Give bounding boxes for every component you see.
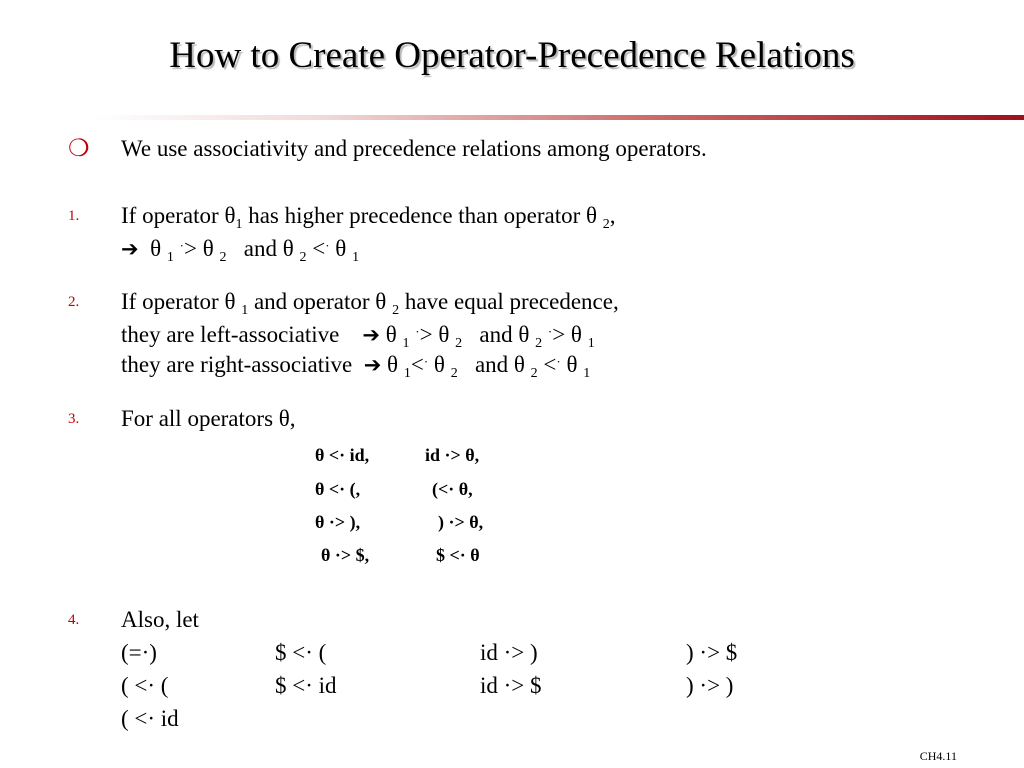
- right-arrow-icon: ➔: [363, 353, 382, 377]
- relation-4-1b: $ <· (: [275, 640, 327, 665]
- relation-3-2a: θ <· (,: [315, 479, 361, 499]
- right-arrow-icon: ➔: [362, 323, 380, 347]
- item-1-line-1: If operator $\theta_1$ has higher precedence than operator θ $_2$,: [121, 203, 616, 232]
- relation-4-1c: id ·> ): [480, 640, 538, 665]
- item-2-line-3: they are right-associative ➔ θ $_1$<· θ $_2$ and θ $_2$ <· θ $_1$: [121, 352, 591, 381]
- item-1-number: 1.: [68, 208, 80, 224]
- relation-4-3a: ( <· id: [121, 706, 179, 731]
- item-3-number: 3.: [68, 411, 80, 427]
- relation-4-1d: ) ·> $: [686, 640, 738, 665]
- item-1-line-2: ➔ θ $_1$ ·> θ $_2$ and θ $_2$ <· θ $_1$: [121, 236, 360, 265]
- relation-4-2d: ) ·> ): [686, 673, 734, 698]
- relation-3-4b: $ <· θ: [436, 545, 480, 565]
- slide-number: CH4.11: [919, 749, 957, 763]
- right-arrow-icon: ➔: [121, 237, 139, 261]
- item-2-number: 2.: [68, 294, 80, 310]
- intro-text: We use associativity and precedence relations among operators.: [121, 136, 707, 161]
- relation-3-2b: (<· θ,: [432, 479, 473, 499]
- item-4-number: 4.: [68, 612, 80, 628]
- relation-4-2b: $ <· id: [275, 673, 337, 698]
- relation-3-4a: θ ·> $,: [321, 545, 370, 565]
- item-2-line-1: If operator θ $_1$ and operator θ $_2$ have equal precedence,: [121, 289, 619, 318]
- relation-3-1b: id ·> θ,: [425, 445, 480, 465]
- relation-4-2c: id ·> $: [480, 673, 542, 698]
- relation-4-2a: ( <· (: [121, 673, 169, 698]
- item-3-line-1: For all operators θ,: [121, 406, 296, 431]
- circle-bullet-icon: ❍: [68, 136, 90, 162]
- relation-3-1a: θ <· id,: [315, 445, 370, 465]
- relation-3-3a: θ ·> ),: [315, 512, 361, 532]
- item-2-line-2: they are left-associative ➔ θ $_1$ ·> θ $_2$ and θ $_2$ ·> θ $_1$: [121, 322, 595, 351]
- item-4-line-1: Also, let: [121, 607, 199, 632]
- relation-4-1a: (=·): [121, 640, 157, 665]
- title-divider: [95, 115, 1024, 120]
- relation-3-3b: ) ·> θ,: [438, 512, 484, 532]
- slide-title: How to Create Operator-Precedence Relations: [169, 35, 855, 76]
